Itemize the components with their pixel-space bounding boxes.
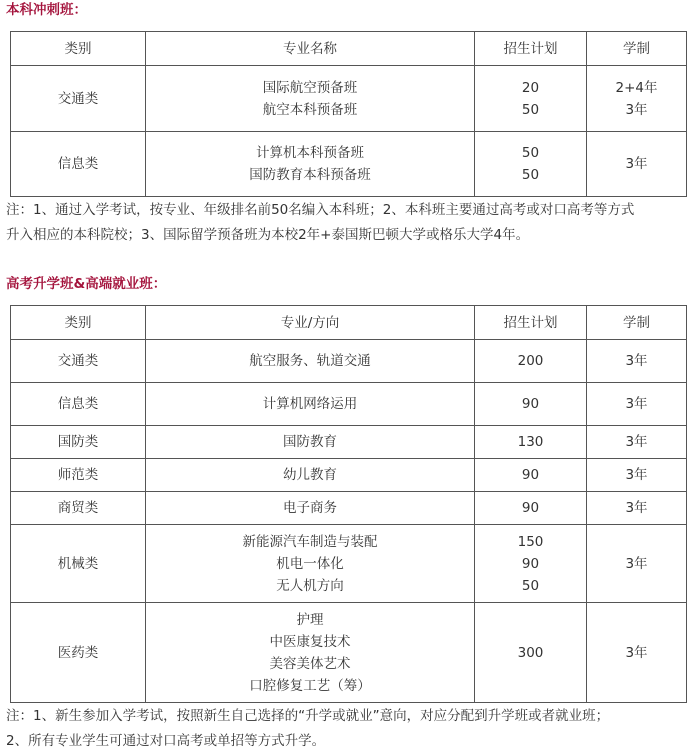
gaokao-note [6, 704, 688, 754]
major-name: 美容美体艺术 [269, 655, 351, 672]
plan-value: 20 [521, 79, 540, 96]
category-cell: 机械类 [11, 525, 146, 603]
note-line: 注：1、通过入学考试，按专业、年级排名前50名编入本科班；2、本科班主要通过高考或对口高考等方式 [6, 202, 635, 218]
undergrad-sprint-table [10, 31, 687, 197]
category-cell: 信息类 [11, 132, 146, 197]
duration-cell: 3年 [587, 340, 687, 383]
section-title-undergrad: 本科冲刺班： [6, 2, 87, 18]
category-cell: 交通类 [11, 66, 146, 132]
table-header-row [11, 306, 687, 340]
major-cell: 电子商务 [146, 492, 475, 525]
category-cell: 信息类 [11, 383, 146, 426]
header-direction: 专业/方向 [146, 306, 475, 340]
duration-cell: 3年 [587, 492, 687, 525]
major-name: 航空本科预备班 [262, 101, 358, 118]
plan-cell: 200 [475, 340, 587, 383]
duration-value: 2+4年 [615, 79, 658, 96]
table-row [11, 66, 687, 132]
table-row [11, 340, 687, 383]
duration-cell [587, 66, 687, 132]
major-cell: 计算机网络运用 [146, 383, 475, 426]
plan-cell: 90 [475, 492, 587, 525]
plan-cell: 300 [475, 603, 587, 703]
duration-cell: 3年 [587, 459, 687, 492]
major-name: 国防教育本科预备班 [249, 167, 371, 183]
plan-cell [475, 525, 587, 603]
plan-value: 50 [521, 577, 540, 594]
section-title-gaokao: 高考升学班&高端就业班： [6, 276, 167, 292]
duration-value: 3年 [625, 101, 648, 118]
header-duration: 学制 [587, 32, 687, 66]
major-name: 国际航空预备班 [262, 79, 358, 96]
major-name: 护理 [296, 611, 324, 628]
major-name: 新能源汽车制造与装配 [242, 533, 378, 550]
note-line: 升入相应的本科院校；3、国际留学预备班为本校2年+泰国斯巴顿大学或格乐大学4年。 [6, 227, 530, 243]
plan-cell [475, 132, 587, 197]
plan-cell: 90 [475, 383, 587, 426]
major-cell [146, 525, 475, 603]
plan-cell [475, 66, 587, 132]
major-name: 机电一体化 [276, 555, 344, 572]
table-row [11, 603, 687, 703]
table-row [11, 459, 687, 492]
header-major: 专业名称 [146, 32, 475, 66]
note-line: 注：1、新生参加入学考试，按照新生自己选择的“升学或就业”意向，对应分配到升学班或者就业班； [6, 708, 610, 724]
plan-value: 150 [517, 533, 544, 550]
header-plan: 招生计划 [475, 32, 587, 66]
header-duration: 学制 [587, 306, 687, 340]
plan-value: 50 [521, 145, 540, 161]
header-category: 类别 [11, 306, 146, 340]
table-row [11, 132, 687, 197]
note-line: 2、所有专业学生可通过对口高考或单招等方式升学。 [6, 733, 326, 749]
major-cell [146, 132, 475, 197]
header-plan: 招生计划 [475, 306, 587, 340]
table-header-row [11, 32, 687, 66]
duration-cell: 3年 [587, 383, 687, 426]
major-cell: 幼儿教育 [146, 459, 475, 492]
major-cell: 航空服务、轨道交通 [146, 340, 475, 383]
category-cell: 医药类 [11, 603, 146, 703]
major-cell [146, 66, 475, 132]
major-cell: 国防教育 [146, 426, 475, 459]
plan-cell: 130 [475, 426, 587, 459]
plan-cell: 90 [475, 459, 587, 492]
major-name: 无人机方向 [276, 577, 344, 594]
duration-cell: 3年 [587, 525, 687, 603]
table-row [11, 525, 687, 603]
duration-cell: 3年 [587, 426, 687, 459]
plan-value: 90 [521, 555, 540, 572]
major-name: 计算机本科预备班 [256, 145, 364, 161]
category-cell: 交通类 [11, 340, 146, 383]
category-cell: 师范类 [11, 459, 146, 492]
major-name: 中医康复技术 [269, 633, 351, 650]
plan-value: 50 [521, 167, 540, 183]
table-row [11, 426, 687, 459]
undergrad-note [6, 198, 688, 248]
table-row [11, 383, 687, 426]
major-cell [146, 603, 475, 703]
table-row [11, 492, 687, 525]
header-category: 类别 [11, 32, 146, 66]
gaokao-employment-table [10, 305, 687, 703]
duration-cell: 3年 [587, 603, 687, 703]
category-cell: 国防类 [11, 426, 146, 459]
plan-value: 50 [521, 101, 540, 118]
major-name: 口腔修复工艺（筹） [249, 677, 371, 694]
category-cell: 商贸类 [11, 492, 146, 525]
duration-cell: 3年 [587, 132, 687, 197]
